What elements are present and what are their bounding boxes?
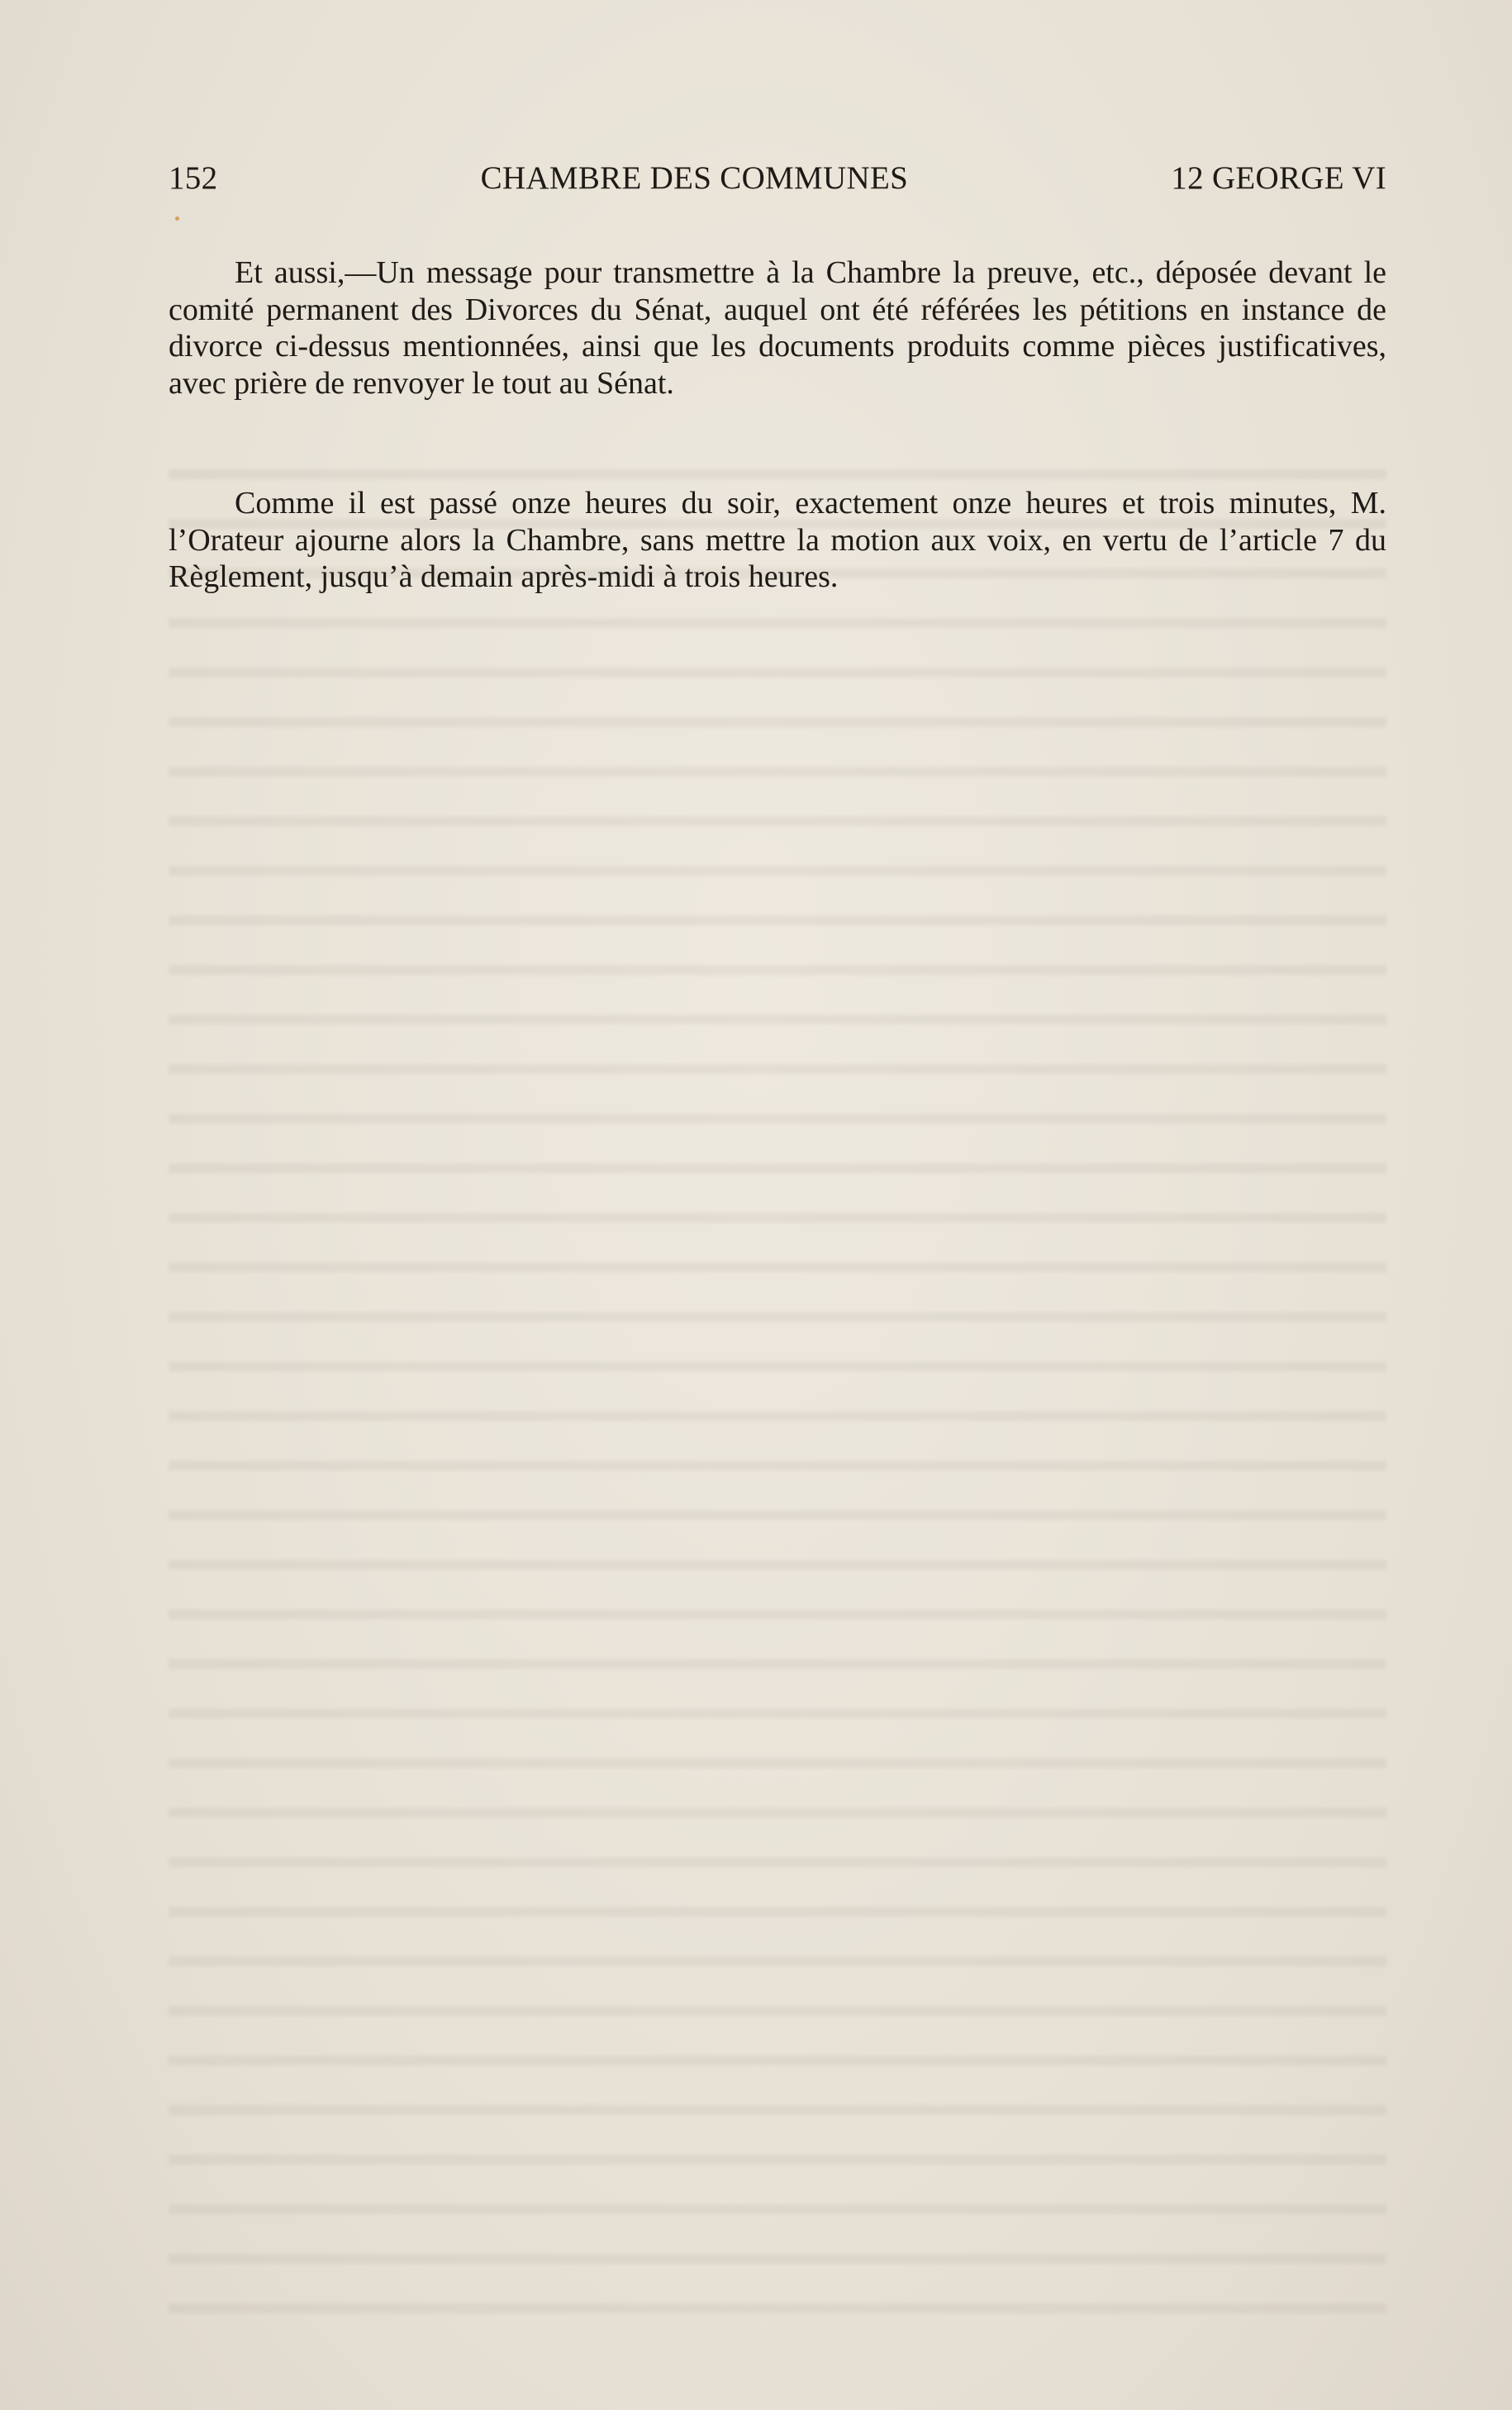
reign-year: 12 GEORGE VI	[1171, 160, 1386, 196]
paragraph-adjournment: Comme il est passé onze heures du soir, exactement onze heures et trois minutes, M. l’Orateur ajourne alors la Chambre, sans mettre la motion aux voix, en vertu de l’article 7 du Règlement, jusqu’à demain après-midi à trois heures.	[169, 486, 1386, 594]
paragraph-message-to-chamber: Et aussi,—Un message pour transmettre à la Chambre la preuve, etc., déposée devant le comité permanent des Divorces du Sénat, auquel ont été référées les pétitions en instance de divorce ci-dessus mentionnées, ainsi que les documents produits comme pièces justificatives, avec prière de renvoyer le tout au Sénat.	[169, 255, 1386, 401]
show-through-from-reverse	[169, 446, 1386, 2330]
running-head	[169, 159, 1386, 202]
page-number: 152	[169, 160, 218, 196]
paper-speck	[175, 216, 179, 221]
journal-title: CHAMBRE DES COMMUNES	[480, 160, 909, 196]
